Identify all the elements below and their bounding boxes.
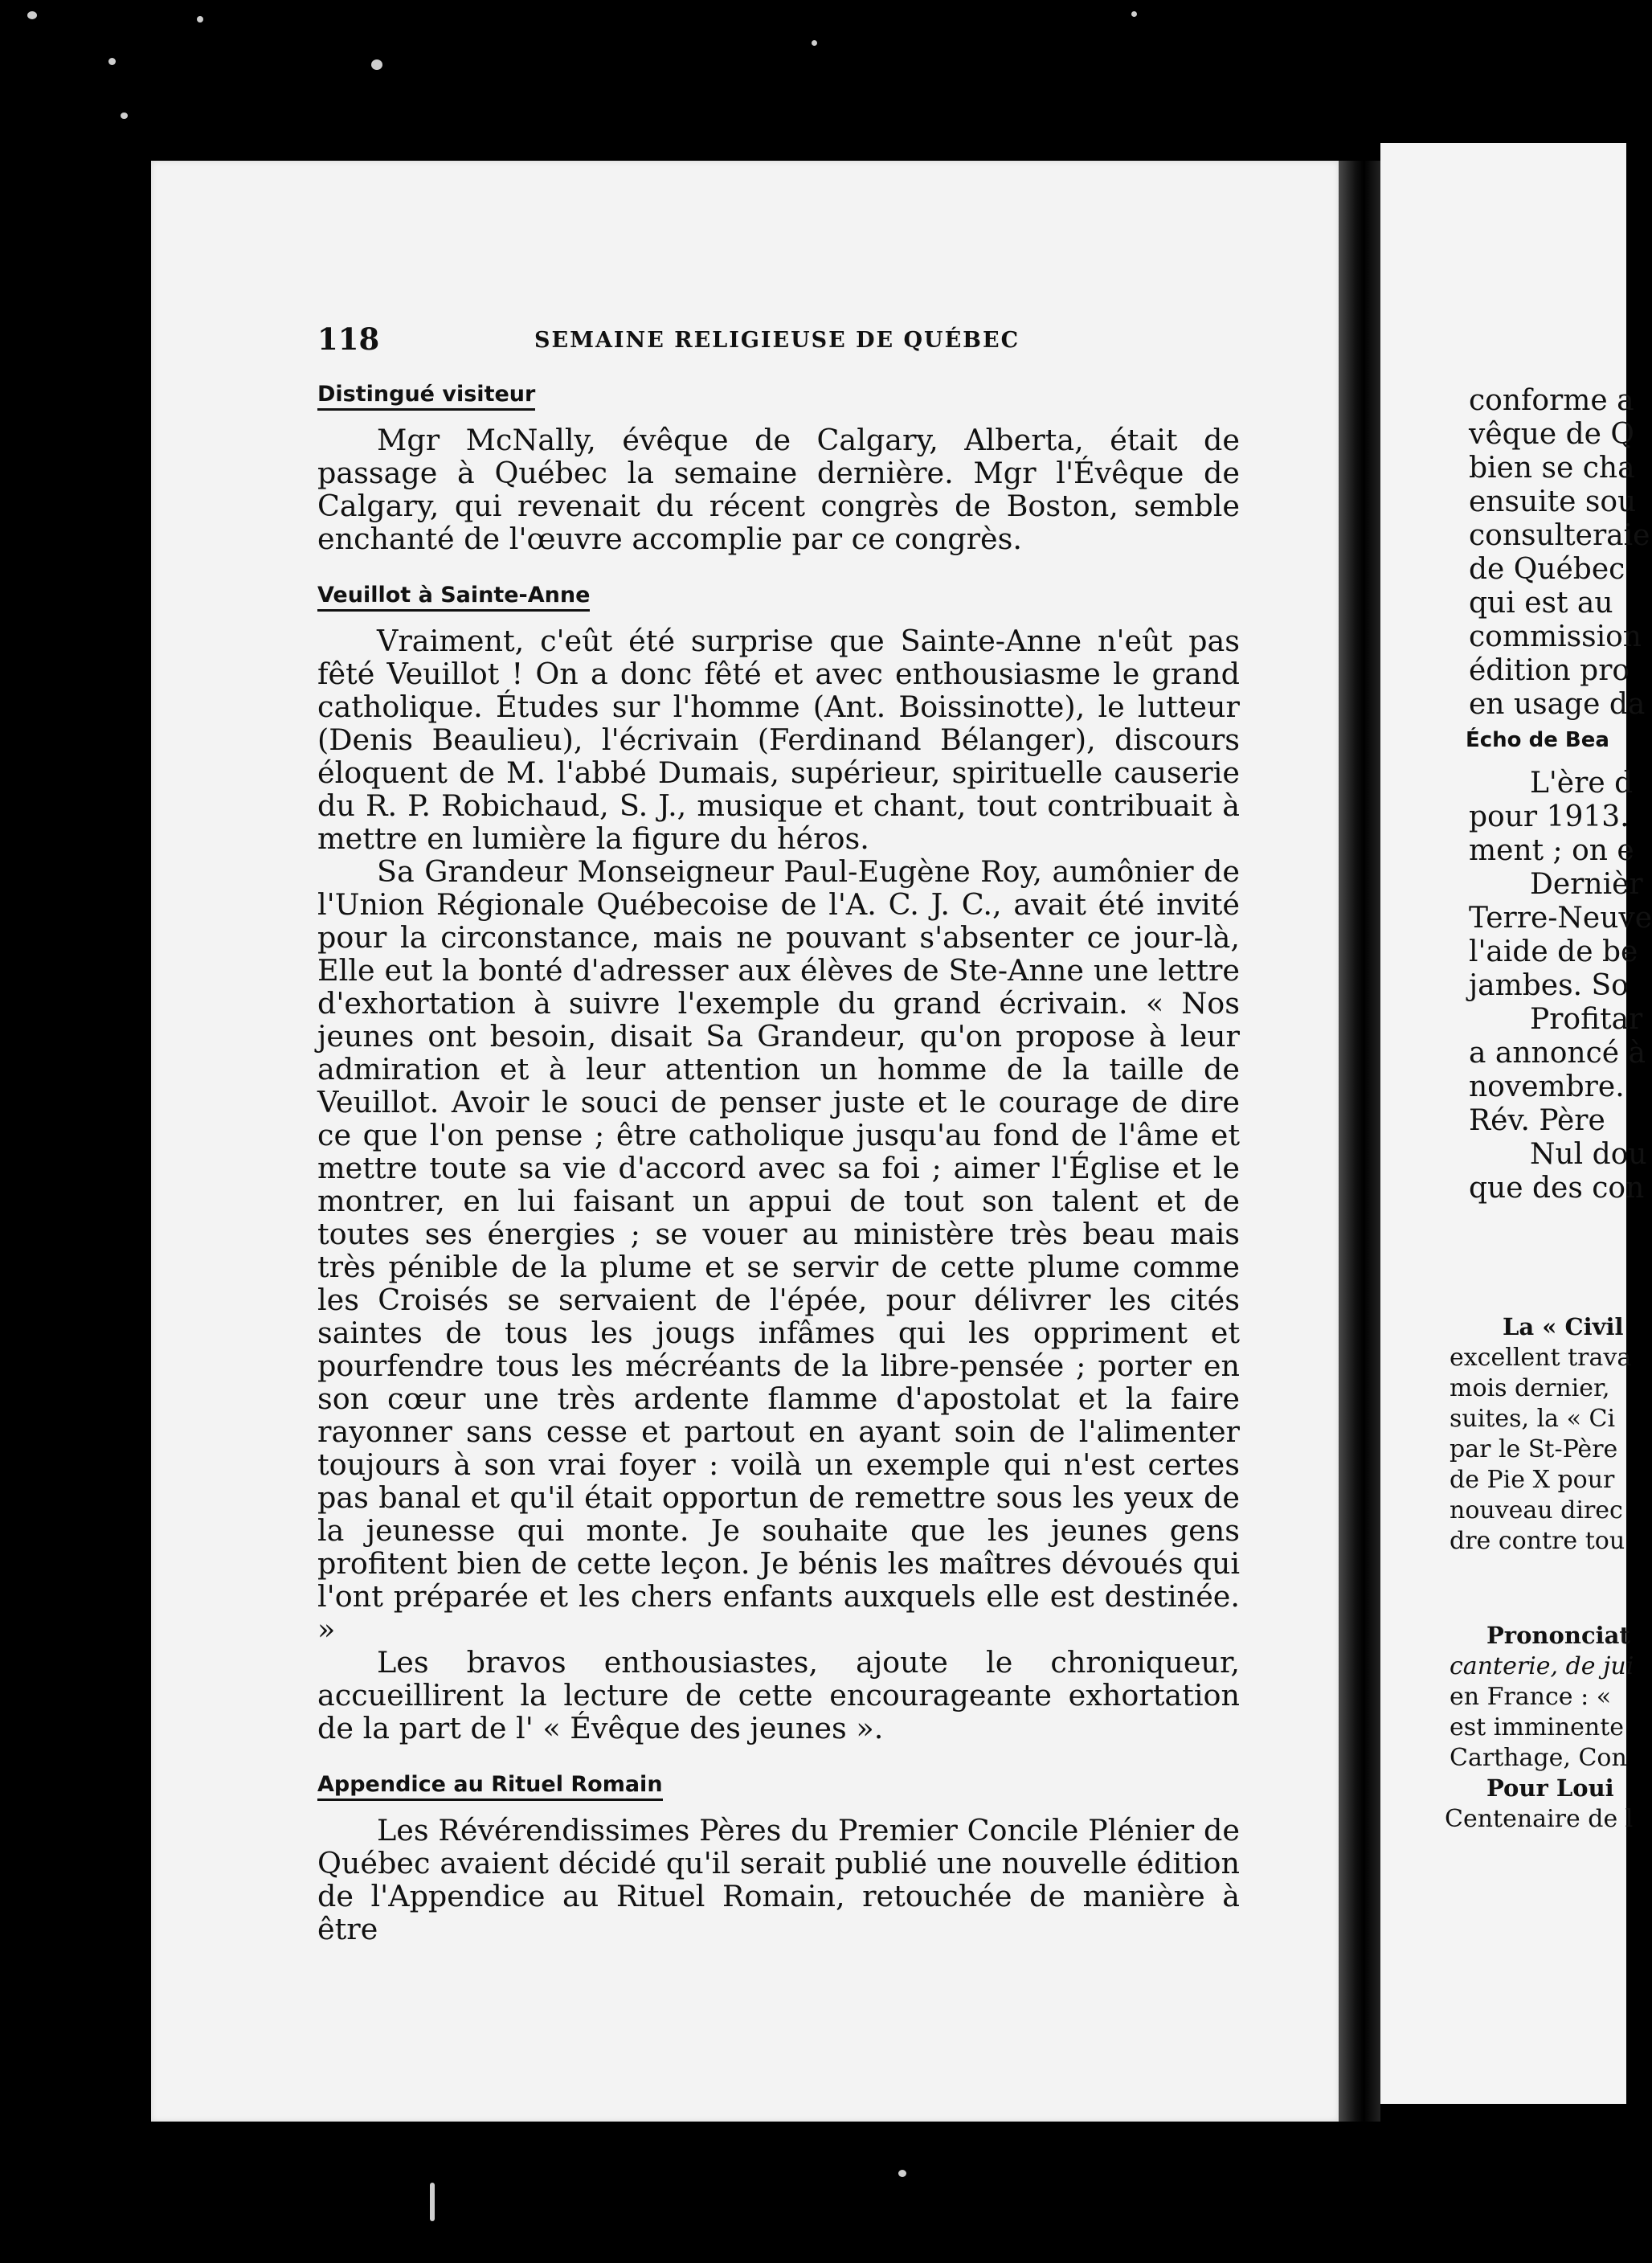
- text-line: L'ère d: [1530, 767, 1634, 800]
- text-line: bien se cha: [1469, 452, 1635, 485]
- text-line: Nul dou: [1530, 1138, 1647, 1171]
- page-number: 118: [317, 321, 380, 357]
- scan-speck: [1131, 11, 1137, 17]
- scan-speck: [812, 40, 817, 46]
- scan-speck: [371, 59, 382, 70]
- text-line: Terre-Neuve: [1469, 902, 1652, 935]
- section-heading: Prononciat: [1486, 1622, 1630, 1649]
- text-line: Dernièr: [1530, 868, 1643, 901]
- text-line: pour 1913.: [1469, 800, 1630, 833]
- text-line: l'aide de be: [1469, 935, 1638, 968]
- paragraph: Sa Grandeur Monseigneur Paul-Eugène Roy, aumônier de l'Union Régionale Québecoise de l'A. C. J. C., avait été invité pour la circonstance, mais ne pouvant s'absenter ce jour-là, Elle eut la bonté d'adresser aux élèves de Ste-Anne une lettre d'exhortation à suivre l'exemple du grand écrivain. « Nos jeunes ont besoin, disait Sa Grandeur, qu'on propose à leur admiration et à leur attention un homme de la taille de Veuillot. Avoir le souci de penser juste et le courage de dire ce que l'on pense ; être catholique jusqu'au fond de l'âme et mettre toute sa vie d'accord avec sa foi ; aimer l'Église et le montrer, en lui faisant un appui de tout son talent et de toutes ses énergies ; se vouer au ministère très beau mais très pénible de la plume et se servir de cette plume comme les Croisés se servaient de l'épée, pour délivrer les cités saintes de tous les jougs infâmes qui les oppriment et pourfendre tous les mécréants de la libre-pensée ; porter en son cœur une très ardente flamme d'apostolat et la faire rayonner sans cesse et partout en ayant soin de l'alimenter toujours à son vrai foyer : voilà un exemple qui n'est certes pas banal et qu'il était opportun de remettre sous les yeux de la jeunesse qui monte. Je souhaite que les jeunes gens profitent bien de cette leçon. Je bénis les maîtres dévoués qui l'ont préparée et les chers enfants auxquels elle est destinée. »: [317, 854, 1240, 1647]
- scan-speck: [430, 2183, 435, 2221]
- text-line: consulteraie: [1469, 519, 1650, 552]
- section-heading: Appendice au Rituel Romain: [317, 1772, 663, 1801]
- book-gutter: [1339, 161, 1380, 2122]
- paragraph: Vraiment, c'eût été surprise que Sainte-Anne n'eût pas fêté Veuillot ! On a donc fêté et avec enthousiasme le grand catholique. Études sur l'homme (Ant. Boissinotte), le lutteur (Denis Beaulieu), l'écrivain (Ferdinand Bélanger), discours éloquent de M. l'abbé Dumais, supérieur, spirituelle causerie du R. P. Robichaud, S. J., musique et chant, tout contribuait à mettre en lumière la figure du héros.: [317, 624, 1240, 856]
- section-heading: Distingué visiteur: [317, 382, 535, 411]
- right-page: [1380, 143, 1652, 2104]
- text-line: Carthage, Con: [1450, 1744, 1627, 1772]
- left-page-column: [317, 382, 1240, 1946]
- text-line: novembre.: [1469, 1070, 1625, 1103]
- text-line: édition pro: [1469, 654, 1630, 687]
- text-line: dre contre tou: [1450, 1527, 1625, 1555]
- paragraph: Les bravos enthousiastes, ajoute le chroniqueur, accueillirent la lecture de cette encourageante exhortation de la part de l' « Évêque des jeunes ».: [317, 1645, 1240, 1745]
- text-line: Rév. Père: [1469, 1104, 1605, 1137]
- paragraph: Les Révérendissimes Pères du Premier Concile Plénier de Québec avaient décidé qu'il serait publié une nouvelle édition de l'Appendice au Rituel Romain, retouchée de manière à être: [317, 1813, 1240, 1946]
- text-line: Centenaire de l: [1445, 1805, 1634, 1833]
- section-heading: La « Civil: [1503, 1313, 1624, 1340]
- text-line: qui est au: [1469, 587, 1613, 620]
- text-line: ensuite sou: [1469, 485, 1637, 518]
- text-line: de Pie X pour: [1450, 1466, 1615, 1494]
- text-line: par le St-Père: [1450, 1435, 1618, 1463]
- text-line: de Québec: [1469, 553, 1625, 586]
- text-line: conforme a: [1469, 384, 1634, 417]
- text-line: nouveau direc: [1450, 1496, 1623, 1524]
- scan-speck: [197, 16, 203, 23]
- running-head: [317, 321, 1274, 362]
- scan-speck: [121, 113, 128, 119]
- text-line: que des con: [1469, 1172, 1645, 1205]
- text-line: en France : «: [1450, 1683, 1612, 1711]
- section-heading: Veuillot à Sainte-Anne: [317, 583, 590, 612]
- text-line: vêque de Q: [1469, 418, 1634, 451]
- section-heading: Écho de Bea: [1466, 728, 1609, 752]
- paragraph: Mgr McNally, évêque de Calgary, Alberta, était de passage à Québec la semaine dernière. Mgr l'Évêque de Calgary, qui revenait du récent congrès de Boston, semble enchanté de l'œuvre accomplie par ce congrès.: [317, 423, 1240, 556]
- text-line: mois dernier,: [1450, 1374, 1610, 1402]
- text-line: jambes. So: [1469, 969, 1629, 1002]
- section-heading: Pour Loui: [1486, 1774, 1614, 1802]
- scan-speck: [27, 11, 37, 19]
- scan-speck: [108, 58, 116, 65]
- text-line: commission: [1469, 620, 1642, 653]
- text-line: canterie, de jui: [1450, 1652, 1634, 1680]
- text-line: ment ; on e: [1469, 834, 1634, 867]
- scan-speck: [898, 2170, 906, 2177]
- running-title: SEMAINE RELIGIEUSE DE QUÉBEC: [534, 328, 1020, 353]
- text-line: Profitar: [1530, 1003, 1643, 1036]
- text-line: en usage da: [1469, 688, 1646, 721]
- text-line: a annoncé à: [1469, 1037, 1646, 1070]
- text-line: est imminente: [1450, 1713, 1625, 1741]
- text-line: suites, la « Ci: [1450, 1405, 1616, 1433]
- text-line: excellent trava: [1450, 1344, 1632, 1372]
